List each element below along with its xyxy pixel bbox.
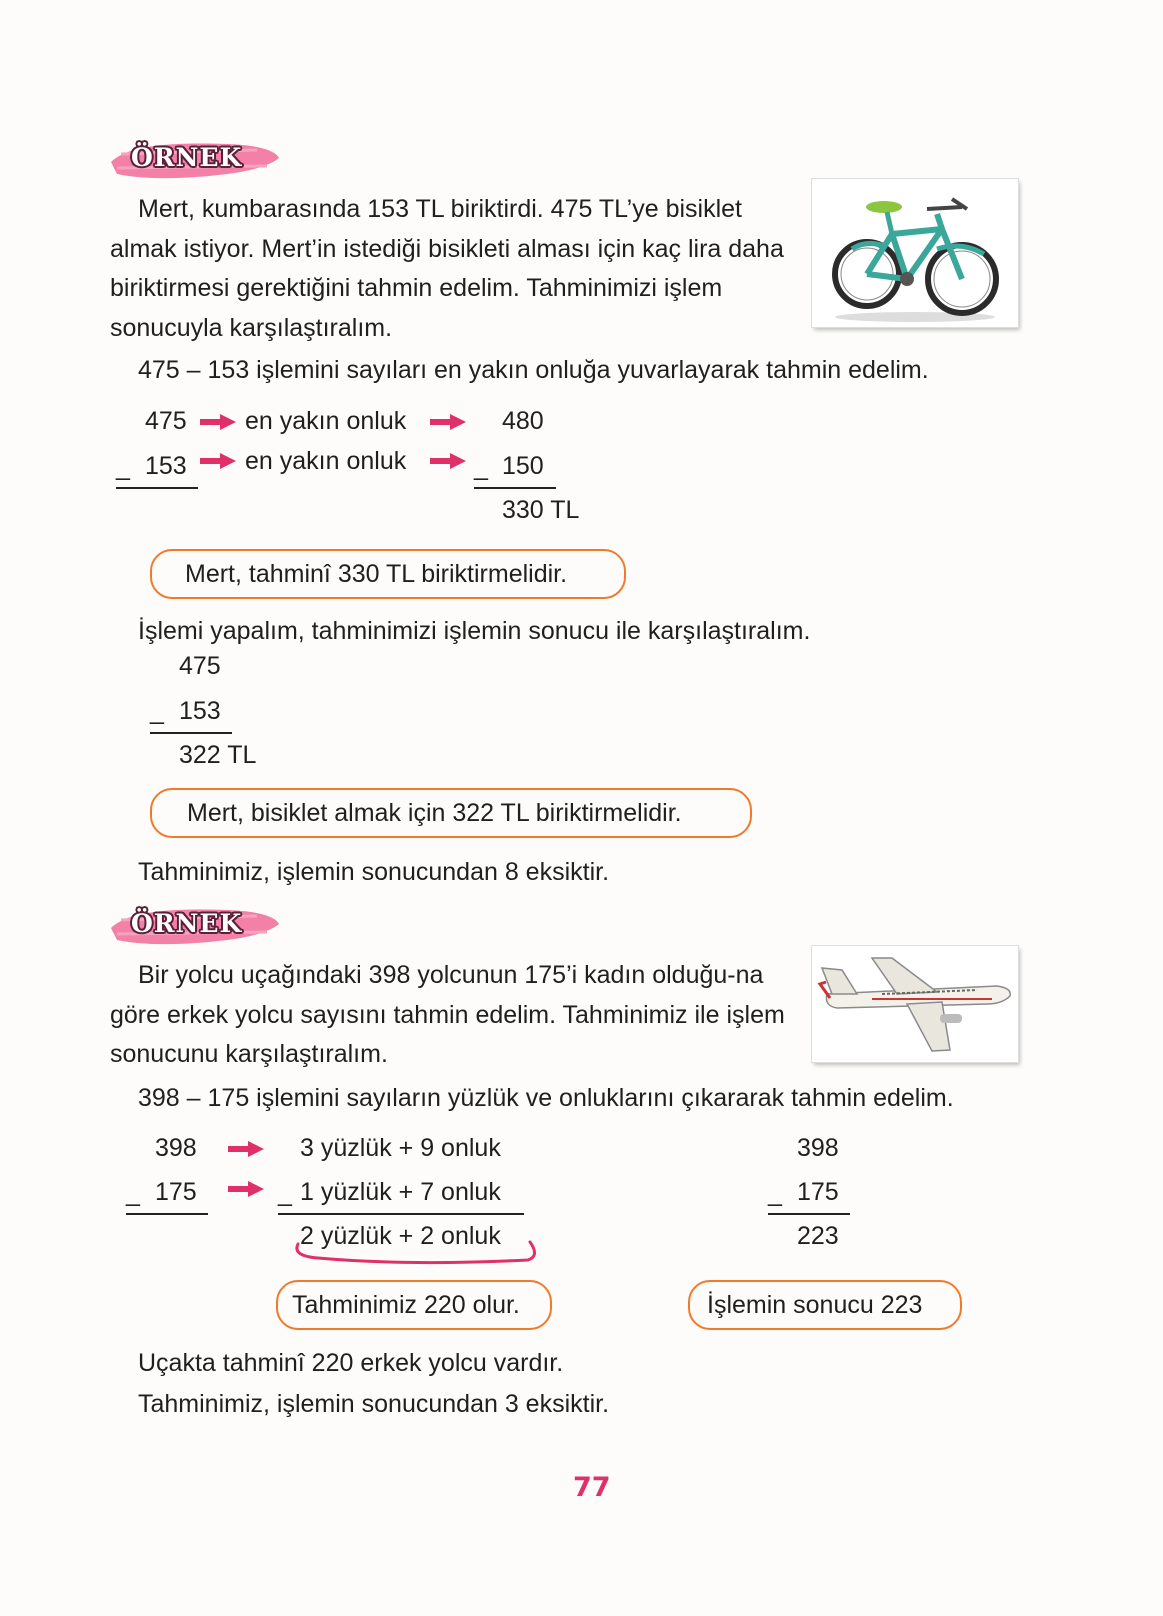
ex1-compute-line: İşlemi yapalım, tahminimizi işlemin sonucu ile karşılaştıralım.	[138, 617, 811, 645]
estimate-oval	[276, 1280, 552, 1330]
ex1-conclusion: Tahminimiz, işlemin sonucundan 8 eksiktir.	[138, 858, 610, 886]
ex2-compute-2: 175	[797, 1178, 839, 1206]
ex2-instruction: 398 – 175 işlemini sayıların yüzlük ve onluklarını çıkararak tahmin edelim.	[138, 1084, 954, 1112]
result-oval	[688, 1280, 962, 1330]
ex1-compute-2: 153	[179, 697, 221, 725]
ex1-round-label-1: en yakın onluk	[245, 407, 407, 435]
estimate-text: Tahminimiz 220 olur.	[292, 1291, 520, 1319]
airplane-photo	[812, 946, 1018, 1062]
estimate-oval	[150, 549, 626, 599]
arrow-right-icon	[200, 414, 236, 430]
ex1-number-2: 153	[145, 452, 187, 480]
ex2-decomp-result: 2 yüzlük + 2 onluk	[300, 1222, 501, 1250]
ex2-compute-1: 398	[797, 1134, 839, 1162]
ex2-number-1: 398	[155, 1134, 197, 1162]
example-badge-1	[107, 134, 282, 186]
ex2-decomp-1: 3 yüzlük + 9 onluk	[300, 1134, 501, 1162]
example-label: ÖRNEK	[131, 143, 243, 172]
ex1-number-1: 475	[145, 407, 187, 435]
result-oval	[150, 788, 752, 838]
ex2-decomp-2: 1 yüzlük + 7 onluk	[300, 1178, 501, 1206]
arrow-right-icon	[430, 414, 466, 430]
minus-sign: _	[126, 1179, 140, 1207]
minus-sign: _	[278, 1179, 292, 1207]
ex1-round-label-2: en yakın onluk	[245, 447, 407, 475]
underline-swoosh-icon	[288, 1236, 540, 1268]
result-text: Mert, bisiklet almak için 322 TL biriktirmelidir.	[187, 799, 682, 827]
minus-sign: _	[768, 1179, 782, 1207]
airplane-icon	[812, 946, 1018, 1062]
ex1-problem-text: Mert, kumbarasında 153 TL biriktirdi. 475 TL’ye bisiklet almak istiyor. Mert’in istediği bisikleti alması için kaç lira daha biriktirmesi gerektiğini tahmin edelim. Tahminimizi işlem sonucuyla karşılaştıralım.	[110, 195, 784, 342]
ex1-compute-result: 322 TL	[179, 741, 257, 769]
ex2-compute-result: 223	[797, 1222, 839, 1250]
result-text: İşlemin sonucu 223	[707, 1291, 923, 1319]
sum-line	[278, 1213, 524, 1215]
page-number: 77	[573, 1472, 611, 1503]
ex2-line-2: Tahminimiz, işlemin sonucundan 3 eksiktir.	[138, 1390, 610, 1418]
arrow-right-icon	[228, 1141, 264, 1157]
minus-sign: _	[116, 453, 130, 481]
bicycle-icon	[812, 179, 1018, 327]
arrow-right-icon	[430, 453, 466, 469]
example-badge-2	[107, 900, 282, 952]
estimate-text: Mert, tahminî 330 TL biriktirmelidir.	[185, 560, 568, 588]
minus-sign: _	[150, 697, 164, 725]
sum-line	[126, 1213, 208, 1215]
sum-line	[768, 1213, 850, 1215]
ex2-problem-text: Bir yolcu uçağındaki 398 yolcunun 175’i kadın olduğu-na göre erkek yolcu sayısını tahmin edelim. Tahminimiz ile işlem sonucunu karşılaştıralım.	[110, 961, 785, 1068]
ex2-line-1: Uçakta tahminî 220 erkek yolcu vardır.	[138, 1349, 564, 1377]
ex1-rounded-result: 330 TL	[502, 496, 580, 524]
arrow-right-icon	[228, 1181, 264, 1197]
sum-line	[150, 732, 232, 734]
sum-line	[116, 487, 198, 489]
ex1-rounded-2: 150	[502, 452, 544, 480]
ex1-rounded-1: 480	[502, 407, 544, 435]
example-label: ÖRNEK	[131, 909, 243, 938]
ex2-number-2: 175	[155, 1178, 197, 1206]
bicycle-photo	[812, 179, 1018, 327]
ex1-instruction: 475 – 153 işlemini sayıları en yakın onluğa yuvarlayarak tahmin edelim.	[138, 356, 929, 384]
sum-line	[474, 487, 556, 489]
arrow-right-icon	[200, 453, 236, 469]
minus-sign: _	[474, 453, 488, 481]
ex1-compute-1: 475	[179, 652, 221, 680]
